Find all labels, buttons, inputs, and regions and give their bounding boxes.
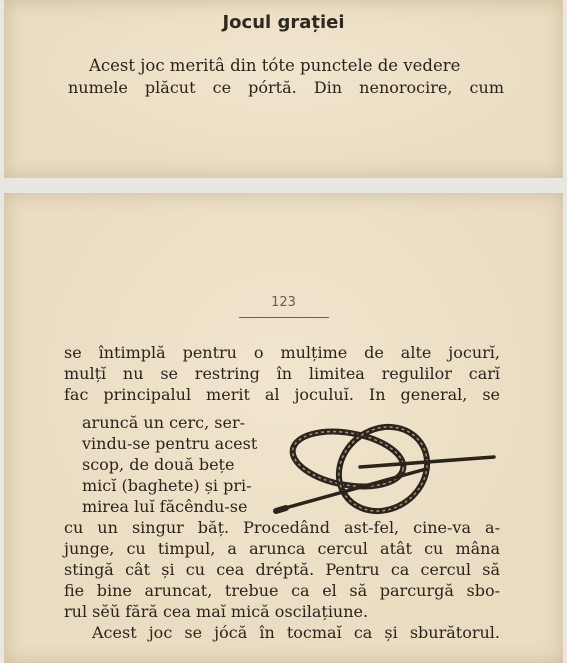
text-line-content: cu un singur băț. Procedând ast-fel, cine-va a- <box>64 518 500 537</box>
text-line-content: Acest joc se jócă în tocmaĭ ca și sburătorul. <box>92 623 500 642</box>
text-line: rul sĕŭ fără cea maĭ mică oscilațiune. <box>64 602 369 621</box>
text-line: micĭ (baghete) și pri- <box>82 476 252 495</box>
hoop-and-sticks-illustration-icon <box>268 411 498 521</box>
page-title: Jocul grației <box>222 12 345 33</box>
text-line: vindu-se pentru acest <box>82 434 258 453</box>
text-line: mirea luĭ făcêndu-se <box>82 497 248 516</box>
text-line <box>64 581 500 601</box>
text-line <box>68 78 504 98</box>
text-line-content: numele plăcut ce pórtă. Din nenorocire, cum <box>68 78 504 97</box>
text-line <box>64 385 500 405</box>
text-line-content: junge, cu timpul, a arunca cercul atât cu mâna <box>64 539 500 558</box>
text-line <box>64 560 500 580</box>
text-line <box>64 539 500 559</box>
text-line <box>92 623 500 643</box>
text-line-content: fac principalul merit al joculuĭ. In general, se <box>64 385 500 404</box>
top-page-fragment <box>4 0 563 178</box>
text-line-content: stingă cât și cu cea dréptă. Pentru ca cercul să <box>64 560 500 579</box>
page-number-rule <box>239 317 329 318</box>
page-number: 123 <box>271 295 296 310</box>
text-line <box>64 518 500 538</box>
text-line-content: se întimplă pentru o mulțime de alte jocurĭ, <box>64 343 500 362</box>
text-line: scop, de două bețe <box>82 455 235 474</box>
text-line: Acest joc meritâ din tóte punctele de vedere <box>89 56 461 75</box>
text-line-content: mulțĭ nu se restring în limitea regulilor carĭ <box>64 364 500 383</box>
text-line <box>64 364 500 384</box>
text-line <box>64 343 500 363</box>
bottom-page <box>4 193 563 663</box>
text-line: aruncă un cerc, ser- <box>82 413 246 432</box>
text-line-content: fie bine aruncat, trebue ca el să parcurgă sbo- <box>64 581 500 600</box>
